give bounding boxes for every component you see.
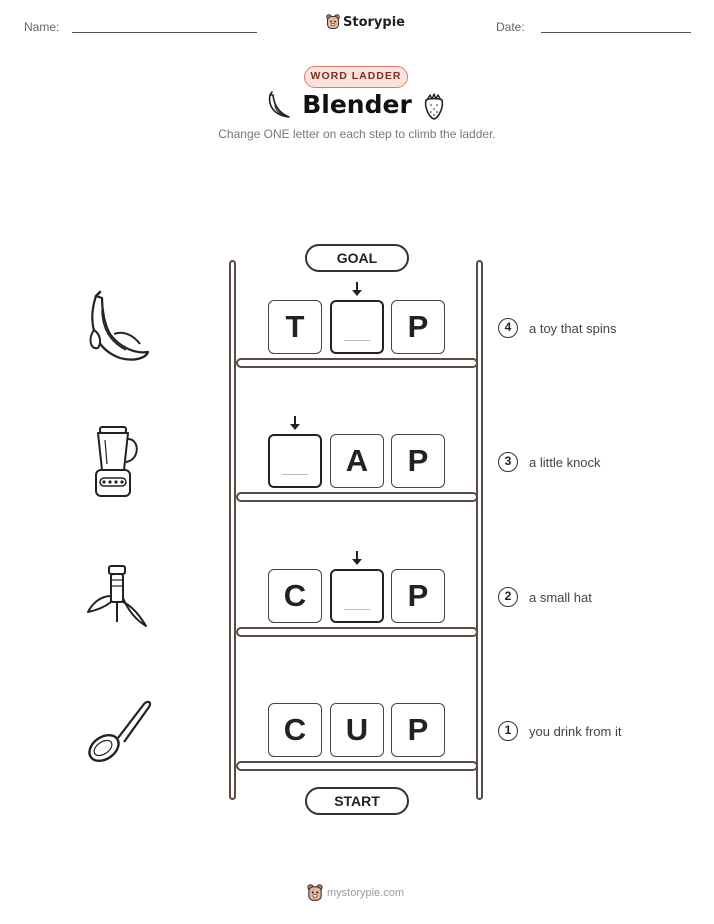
letter-tile: P <box>391 569 445 623</box>
ladder-right-rail <box>476 260 483 800</box>
clue-text: a toy that spins <box>529 321 617 336</box>
word-ladder-badge: WORD LADDER <box>304 66 408 88</box>
ladder-rung <box>236 627 478 637</box>
clue-text: a little knock <box>529 455 601 470</box>
puzzle-title: Blender <box>302 90 412 119</box>
start-label: START <box>305 787 409 815</box>
spoon-icon <box>82 696 154 766</box>
step-number: 2 <box>498 587 518 607</box>
letter-tile: P <box>391 703 445 757</box>
strawberry-icon <box>418 90 450 122</box>
footer-site: mystorypie.com <box>327 887 405 899</box>
clue-text: you drink from it <box>529 724 622 739</box>
letter-tile: P <box>391 300 445 354</box>
clue-text: a small hat <box>529 590 592 605</box>
letter-tile: C <box>268 703 322 757</box>
step-number: 3 <box>498 452 518 472</box>
letter-tile: U <box>330 703 384 757</box>
brand-logo <box>326 14 405 30</box>
blank-letter-tile[interactable] <box>330 569 384 623</box>
instructions: Change ONE letter on each step to climb the ladder. <box>218 127 496 141</box>
date-field-line[interactable] <box>541 32 691 33</box>
step-number: 4 <box>498 318 518 338</box>
banana-icon <box>80 290 154 364</box>
step-number: 1 <box>498 721 518 741</box>
brand-name: Storypie <box>343 14 405 30</box>
blender-icon <box>88 424 144 500</box>
blank-letter-tile[interactable] <box>330 300 384 354</box>
ladder-left-rail <box>229 260 236 800</box>
goal-label: GOAL <box>305 244 409 272</box>
ladder-rung <box>236 492 478 502</box>
arrow-down-icon <box>350 550 364 566</box>
letter-tile: C <box>268 569 322 623</box>
name-label: Name: <box>24 20 60 34</box>
arrow-down-icon <box>288 415 302 431</box>
date-label: Date: <box>496 20 525 34</box>
bear-mascot-icon <box>326 14 340 30</box>
ladder-rung <box>236 358 478 368</box>
arrow-down-icon <box>350 281 364 297</box>
blank-letter-tile[interactable] <box>268 434 322 488</box>
blender-blade-icon <box>84 562 150 632</box>
letter-tile: P <box>391 434 445 488</box>
footer <box>307 884 404 902</box>
letter-tile: T <box>268 300 322 354</box>
ladder-rung <box>236 761 478 771</box>
bear-mascot-icon <box>307 884 323 902</box>
name-field-line[interactable] <box>72 32 257 33</box>
letter-tile: A <box>330 434 384 488</box>
